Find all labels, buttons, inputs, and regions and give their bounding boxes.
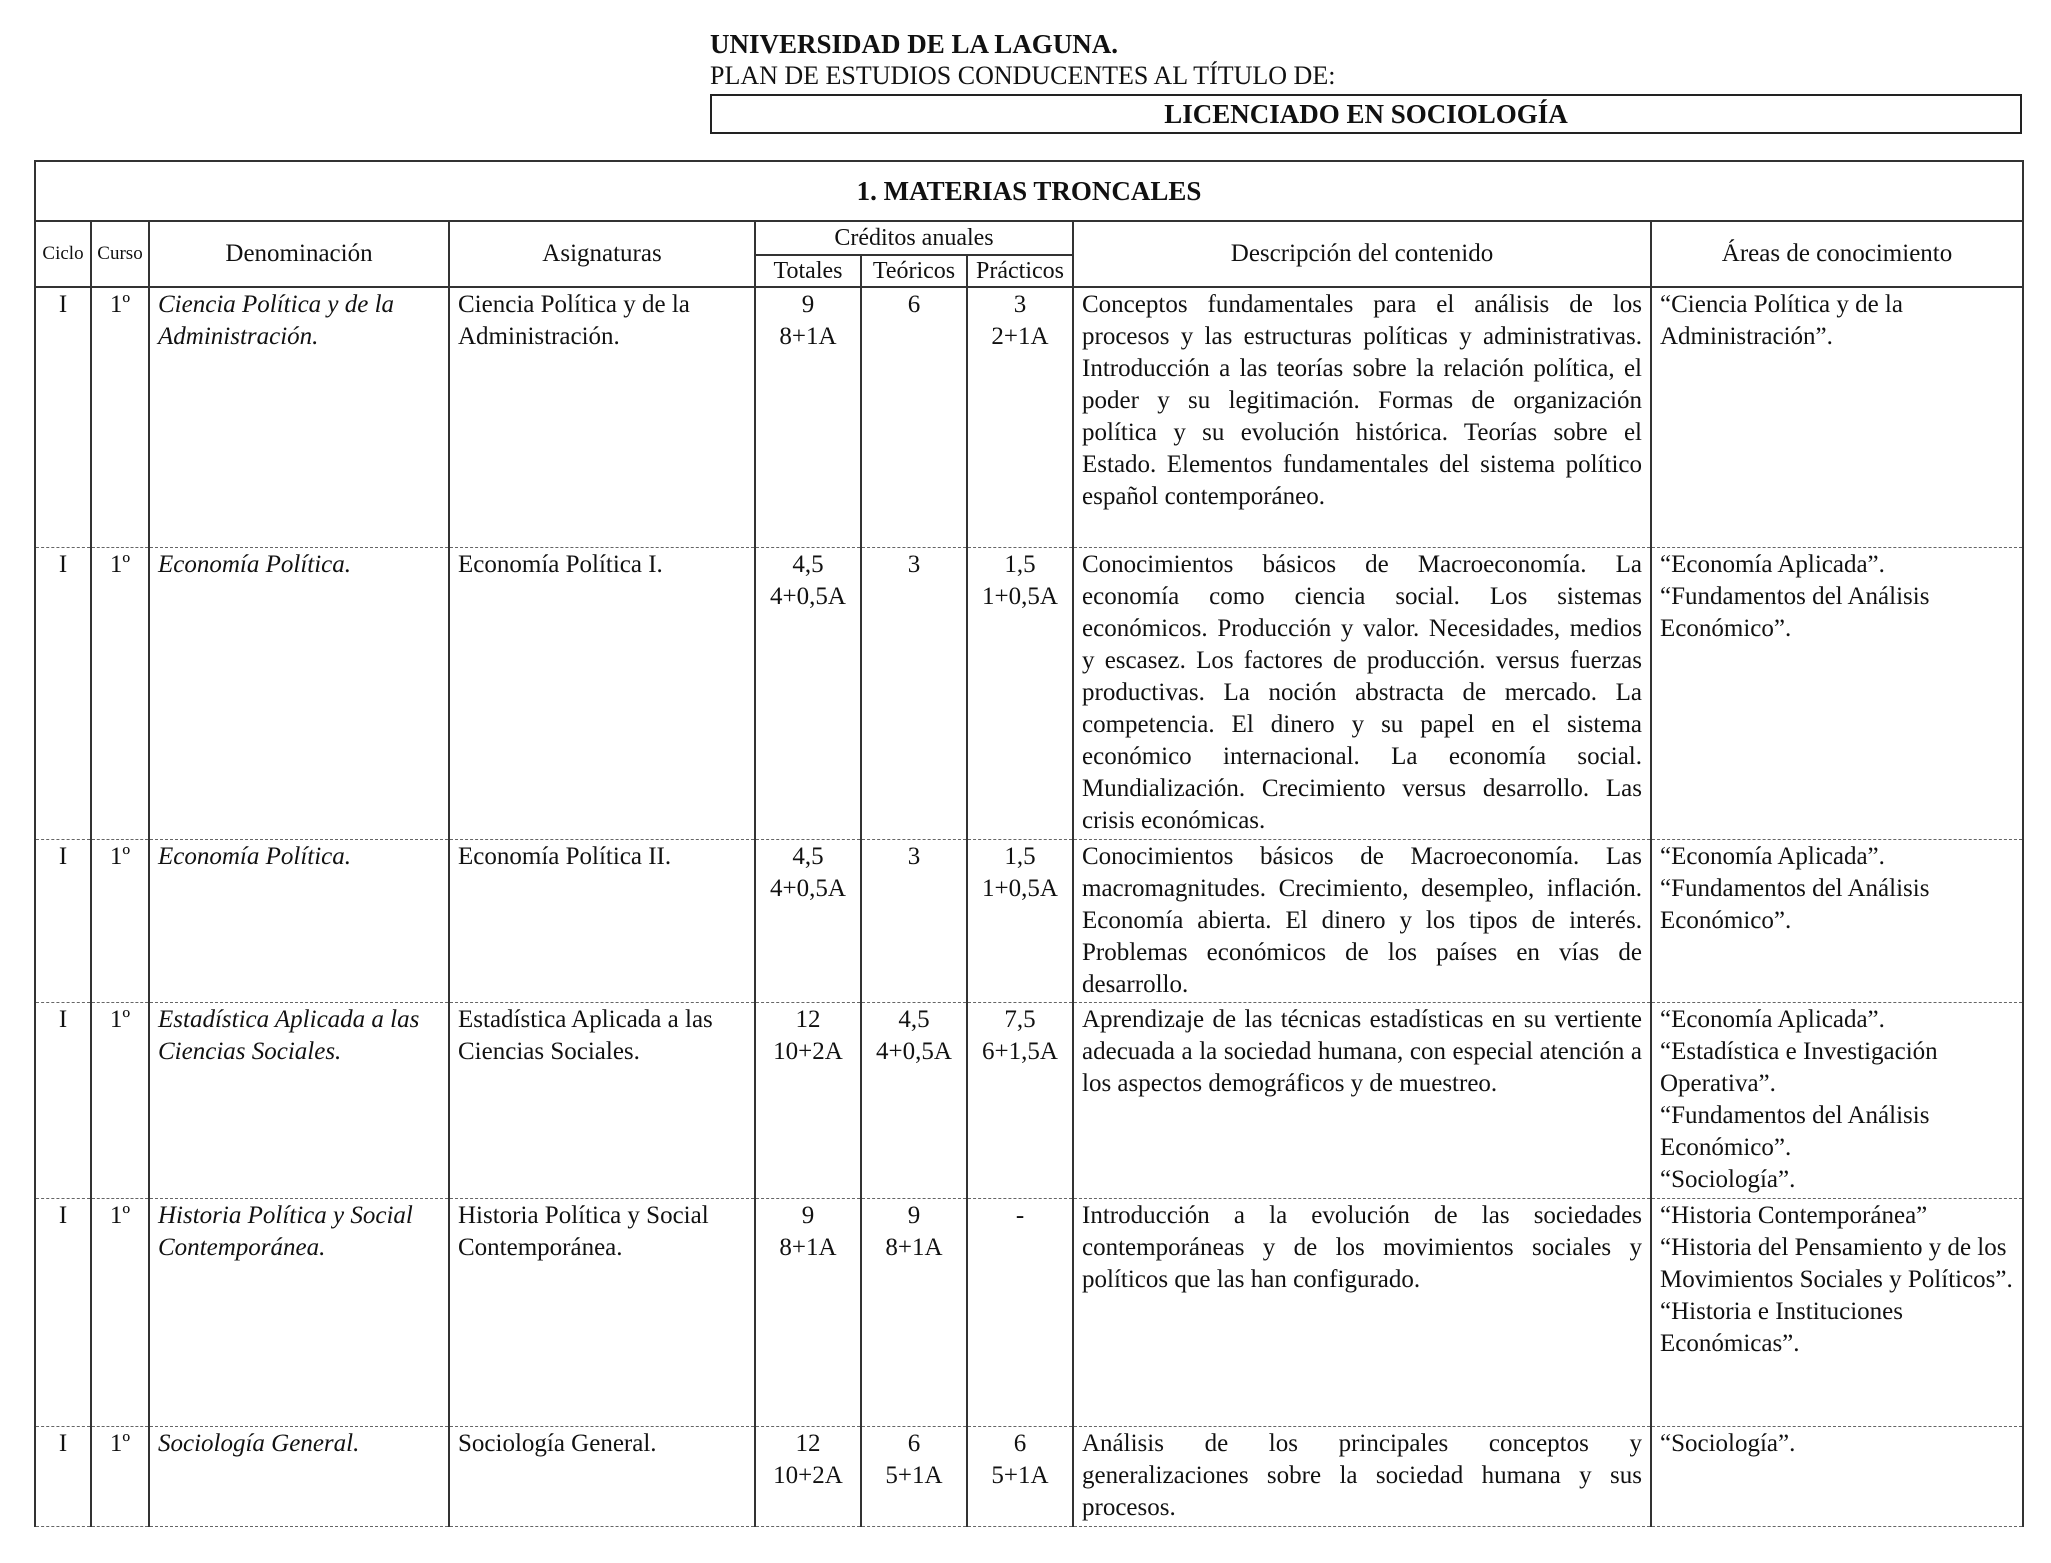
cell-curso: 1º (91, 1198, 149, 1426)
cell-asignatura: Economía Política II. (449, 839, 755, 1002)
practicos-value: 7,5 (1004, 1005, 1036, 1033)
col-asignaturas: Asignaturas (449, 221, 755, 287)
practicos-breakdown: 1+0,5A (982, 874, 1058, 902)
totales-breakdown: 4+0,5A (770, 582, 846, 610)
cell-descripcion: Aprendizaje de las técnicas estadísticas en su vertiente adecuada a la sociedad humana, con especial atención a los aspectos demográficos y de muestreo. (1073, 1002, 1651, 1198)
cell-descripcion: Conocimientos básicos de Macroeconomía. Las macromagnitudes. Crecimiento, desempleo, inflación. Economía abierta. El dinero y los tipos de interés. Problemas económicos de los países en vías de desarrollo. (1073, 839, 1651, 1002)
cell-areas (1651, 287, 2023, 547)
cell-denominacion: Sociología General. (149, 1426, 449, 1526)
cell-asignatura: Ciencia Política y de la Administración. (449, 287, 755, 547)
cell-teoricos (861, 1198, 967, 1426)
document-header (710, 28, 2022, 134)
table-row (35, 287, 2023, 547)
col-totales: Totales (755, 255, 861, 287)
cell-ciclo: I (35, 547, 91, 839)
cell-denominacion: Economía Política. (149, 547, 449, 839)
cell-teoricos (861, 1426, 967, 1526)
totales-breakdown: 10+2A (773, 1037, 843, 1065)
cell-ciclo: I (35, 1002, 91, 1198)
table-row (35, 1002, 2023, 1198)
col-curso: Curso (91, 221, 149, 287)
cell-teoricos (861, 1002, 967, 1198)
practicos-breakdown: 1+0,5A (982, 582, 1058, 610)
cell-practicos (967, 547, 1073, 839)
cell-denominacion: Historia Política y Social Contemporánea. (149, 1198, 449, 1426)
totales-value: 9 (801, 291, 815, 318)
teoricos-value: 6 (907, 291, 921, 318)
totales-breakdown: 8+1A (779, 323, 837, 350)
teoricos-value: 3 (907, 842, 921, 870)
cell-ciclo: I (35, 287, 91, 547)
table-row (35, 839, 2023, 1002)
cell-teoricos (861, 547, 967, 839)
cell-totales (755, 1426, 861, 1526)
col-practicos: Prácticos (967, 255, 1073, 287)
cell-ciclo: I (35, 1426, 91, 1526)
cell-asignatura: Historia Política y Social Contemporánea. (449, 1198, 755, 1426)
cell-ciclo: I (35, 1198, 91, 1426)
cell-totales (755, 1002, 861, 1198)
col-teoricos: Teóricos (861, 255, 967, 287)
practicos-value: 1,5 (1004, 550, 1036, 578)
cell-totales (755, 287, 861, 547)
col-creditos: Créditos anuales (755, 221, 1073, 255)
teoricos-value: 3 (907, 550, 921, 578)
cell-asignatura: Sociología General. (449, 1426, 755, 1526)
col-areas: Áreas de conocimiento (1651, 221, 2023, 287)
area-item: “Historia del Pensamiento y de los Movimientos Sociales y Políticos”. (1660, 1233, 2013, 1293)
area-item: “Historia e Instituciones Económicas”. (1660, 1297, 1903, 1357)
university-name: UNIVERSIDAD DE LA LAGUNA. (710, 29, 1119, 59)
degree-title: LICENCIADO EN SOCIOLOGÍA (710, 94, 2022, 134)
materias-table (34, 160, 2024, 1527)
cell-asignatura: Economía Política I. (449, 547, 755, 839)
cell-practicos (967, 287, 1073, 547)
practicos-value: 3 (1013, 291, 1027, 318)
teoricos-breakdown: 5+1A (885, 1461, 943, 1489)
practicos-value: 1,5 (1004, 842, 1036, 870)
totales-breakdown: 8+1A (779, 1233, 837, 1261)
area-item: “Fundamentos del Análisis Económico”. (1660, 582, 1930, 642)
plan-title: PLAN DE ESTUDIOS CONDUCENTES AL TÍTULO DE: (710, 61, 1336, 90)
cell-totales (755, 1198, 861, 1426)
teoricos-value: 4,5 (898, 1005, 930, 1033)
cell-descripcion: Análisis de los principales conceptos y generalizaciones sobre la sociedad humana y sus procesos. (1073, 1426, 1651, 1526)
cell-areas (1651, 547, 2023, 839)
totales-value: 9 (801, 1201, 815, 1229)
practicos-breakdown: 6+1,5A (982, 1037, 1058, 1065)
totales-value: 12 (795, 1005, 821, 1033)
table-row (35, 1198, 2023, 1426)
area-item: “Estadística e Investigación Operativa”. (1660, 1037, 1938, 1097)
practicos-breakdown: 2+1A (991, 323, 1049, 350)
cell-asignatura: Estadística Aplicada a las Ciencias Sociales. (449, 1002, 755, 1198)
practicos-value: - (1015, 1201, 1025, 1229)
cell-denominacion: Estadística Aplicada a las Ciencias Sociales. (149, 1002, 449, 1198)
teoricos-value: 9 (907, 1201, 921, 1229)
totales-value: 4,5 (792, 842, 824, 870)
cell-denominacion: Economía Política. (149, 839, 449, 1002)
teoricos-breakdown: 8+1A (885, 1233, 943, 1261)
practicos-value: 6 (1013, 1429, 1027, 1457)
totales-breakdown: 10+2A (773, 1461, 843, 1489)
cell-areas (1651, 1198, 2023, 1426)
table-row (35, 547, 2023, 839)
cell-teoricos (861, 287, 967, 547)
area-item: “Sociología”. (1660, 1165, 1796, 1193)
col-ciclo: Ciclo (35, 221, 91, 287)
totales-value: 4,5 (792, 550, 824, 578)
area-item: “Economía Aplicada”. (1660, 842, 1885, 870)
practicos-breakdown: 5+1A (991, 1461, 1049, 1489)
area-item: “Fundamentos del Análisis Económico”. (1660, 874, 1930, 934)
area-item: “Ciencia Política y de la Administración”. (1660, 291, 1903, 350)
area-item: “Economía Aplicada”. (1660, 550, 1885, 578)
area-item: “Sociología”. (1660, 1429, 1796, 1457)
cell-totales (755, 547, 861, 839)
cell-practicos (967, 1198, 1073, 1426)
area-item: “Historia Contemporánea” (1660, 1201, 1928, 1229)
cell-teoricos (861, 839, 967, 1002)
cell-curso: 1º (91, 1002, 149, 1198)
area-item: “Economía Aplicada”. (1660, 1005, 1885, 1033)
cell-areas (1651, 839, 2023, 1002)
cell-curso: 1º (91, 547, 149, 839)
cell-practicos (967, 1426, 1073, 1526)
cell-practicos (967, 1002, 1073, 1198)
cell-denominacion: Ciencia Política y de la Administración. (149, 287, 449, 547)
col-denominacion: Denominación (149, 221, 449, 287)
cell-ciclo: I (35, 839, 91, 1002)
cell-areas (1651, 1426, 2023, 1526)
cell-curso: 1º (91, 1426, 149, 1526)
col-descripcion: Descripción del contenido (1073, 221, 1651, 287)
section-title: 1. MATERIAS TRONCALES (35, 161, 2023, 221)
cell-totales (755, 839, 861, 1002)
totales-value: 12 (795, 1429, 821, 1457)
teoricos-value: 6 (907, 1429, 921, 1457)
cell-curso: 1º (91, 287, 149, 547)
cell-descripcion: Conceptos fundamentales para el análisis de los procesos y las estructuras políticas y administrativas. Introducción a las teorías sobre la relación política, el poder y su legitimación. Formas de organización política y su evolución histórica. Teorías sobre el Estado. Elementos fundamentales del sistema político español contemporáneo. (1073, 287, 1651, 547)
cell-areas (1651, 1002, 2023, 1198)
cell-practicos (967, 839, 1073, 1002)
cell-curso: 1º (91, 839, 149, 1002)
teoricos-breakdown: 4+0,5A (876, 1037, 952, 1065)
cell-descripcion: Conocimientos básicos de Macroeconomía. La economía como ciencia social. Los sistemas económicos. Producción y valor. Necesidades, medios y escasez. Los factores de producción. versus fuerzas productivas. La noción abstracta de mercado. La competencia. El dinero y su papel en el sistema económico internacional. La economía social. Mundialización. Crecimiento versus desarrollo. Las crisis económicas. (1073, 547, 1651, 839)
cell-descripcion: Introducción a la evolución de las sociedades contemporáneas y de los movimientos sociales y políticos que las han configurado. (1073, 1198, 1651, 1426)
area-item: “Fundamentos del Análisis Económico”. (1660, 1101, 1930, 1161)
table-row (35, 1426, 2023, 1526)
totales-breakdown: 4+0,5A (770, 874, 846, 902)
